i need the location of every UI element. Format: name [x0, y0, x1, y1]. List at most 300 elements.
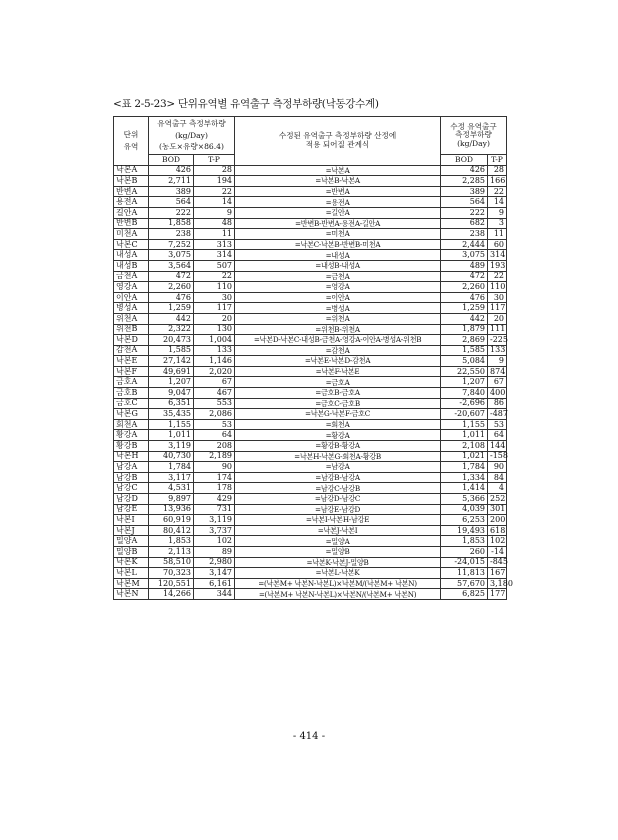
- measured-tp: 110: [194, 282, 235, 293]
- table-row: [114, 589, 507, 600]
- load-table: [113, 116, 513, 600]
- corrected-bod: 1,585: [441, 345, 488, 356]
- corrected-bod: 1,334: [441, 472, 488, 483]
- table-row: [114, 472, 507, 483]
- relation-formula: =낙본J-낙본I: [235, 525, 441, 536]
- measured-tp: 467: [194, 388, 235, 399]
- corrected-tp: 9: [488, 356, 507, 367]
- table-row: [114, 377, 507, 388]
- corrected-bod: -20,607: [441, 409, 488, 420]
- corrected-bod: 6,825: [441, 589, 488, 600]
- header-tp: T-P: [194, 155, 235, 166]
- measured-bod: 426: [149, 165, 194, 176]
- measured-bod: 1,011: [149, 430, 194, 441]
- header-measured-label: 유역출구 측정부하량(kg/Day): [157, 119, 226, 140]
- relation-formula: =밀양B: [235, 546, 441, 557]
- corrected-bod: 1,414: [441, 483, 488, 494]
- measured-tp: 67: [194, 377, 235, 388]
- measured-tp: 429: [194, 494, 235, 505]
- table-row: [114, 546, 507, 557]
- corrected-tp: 874: [488, 366, 507, 377]
- relation-formula: =낙본E-낙본D-감천A: [235, 356, 441, 367]
- measured-tp: 22: [194, 186, 235, 197]
- measured-bod: 1,853: [149, 536, 194, 547]
- unit-name: 낙본K: [114, 557, 149, 568]
- measured-bod: 238: [149, 229, 194, 240]
- measured-bod: 58,510: [149, 557, 194, 568]
- unit-name: 남강A: [114, 462, 149, 473]
- relation-formula: =밀양A: [235, 536, 441, 547]
- table-row: [114, 345, 507, 356]
- unit-name: 낙본B: [114, 176, 149, 187]
- measured-tp: 14: [194, 197, 235, 208]
- measured-tp: 178: [194, 483, 235, 494]
- measured-bod: 476: [149, 292, 194, 303]
- table-row: [114, 303, 507, 314]
- relation-formula: =낙본C-낙본B-반변B-미천A: [235, 239, 441, 250]
- corrected-tp: -158: [488, 451, 507, 462]
- relation-formula: =회천A: [235, 419, 441, 430]
- corrected-bod: 472: [441, 271, 488, 282]
- relation-formula: =낙본D-낙본C-내성B-금천A-영강A-이안A-병성A-위천B: [235, 335, 441, 346]
- table-row: [114, 504, 507, 515]
- relation-formula: =황강A: [235, 430, 441, 441]
- relation-formula: =(낙본M+ 낙본N-낙본L)×낙본M/(낙본M+ 낙본N): [235, 578, 441, 589]
- table-row: [114, 197, 507, 208]
- unit-name: 낙본I: [114, 515, 149, 526]
- table-row: [114, 292, 507, 303]
- relation-formula: =내성A: [235, 250, 441, 261]
- corrected-bod: -24,015: [441, 557, 488, 568]
- unit-name: 낙본M: [114, 578, 149, 589]
- header-row: [114, 117, 507, 155]
- unit-name: 남강D: [114, 494, 149, 505]
- corrected-tp: 84: [488, 472, 507, 483]
- header-measured: [149, 117, 235, 155]
- header-corrected: 수정 유역출구 측정부하량 (kg/Day): [441, 117, 507, 155]
- measured-tp: 90: [194, 462, 235, 473]
- corrected-bod: 11,813: [441, 568, 488, 579]
- relation-formula: =낙본B-낙본A: [235, 176, 441, 187]
- relation-formula: =낙본F-낙본E: [235, 366, 441, 377]
- corrected-bod: 2,444: [441, 239, 488, 250]
- measured-bod: 70,323: [149, 568, 194, 579]
- table-row: [114, 313, 507, 324]
- corrected-tp: 67: [488, 377, 507, 388]
- corrected-tp: 4: [488, 483, 507, 494]
- corrected-tp: 200: [488, 515, 507, 526]
- corrected-tp: 314: [488, 250, 507, 261]
- corrected-tp: 53: [488, 419, 507, 430]
- unit-name: 금천A: [114, 271, 149, 282]
- corrected-bod: 489: [441, 260, 488, 271]
- measured-bod: 1,259: [149, 303, 194, 314]
- unit-name: 밀양A: [114, 536, 149, 547]
- relation-formula: =낙본K-낙본J-밀양B: [235, 557, 441, 568]
- unit-name: 길안A: [114, 207, 149, 218]
- measured-bod: 3,119: [149, 441, 194, 452]
- measured-tp: 3,119: [194, 515, 235, 526]
- measured-tp: 9: [194, 207, 235, 218]
- header-tp-corrected: T-P: [488, 155, 507, 166]
- corrected-tp: 111: [488, 324, 507, 335]
- corrected-bod: 22,550: [441, 366, 488, 377]
- relation-formula: =위천B-위천A: [235, 324, 441, 335]
- measured-bod: 4,531: [149, 483, 194, 494]
- measured-tp: 344: [194, 589, 235, 600]
- table-row: [114, 430, 507, 441]
- unit-name: 남강B: [114, 472, 149, 483]
- table-row: [114, 451, 507, 462]
- header-bod: BOD: [149, 155, 194, 166]
- table-row: [114, 578, 507, 589]
- unit-name: 미천A: [114, 229, 149, 240]
- corrected-tp: 252: [488, 494, 507, 505]
- unit-name: 금호B: [114, 388, 149, 399]
- relation-formula: =금호B-금호A: [235, 388, 441, 399]
- corrected-bod: 5,084: [441, 356, 488, 367]
- corrected-tp: 618: [488, 525, 507, 536]
- corrected-tp: 22: [488, 186, 507, 197]
- unit-name: 낙본A: [114, 165, 149, 176]
- corrected-bod: 57,670: [441, 578, 488, 589]
- corrected-tp: 400: [488, 388, 507, 399]
- corrected-tp: 30: [488, 292, 507, 303]
- measured-tp: 130: [194, 324, 235, 335]
- measured-bod: 2,113: [149, 546, 194, 557]
- unit-name: 황강B: [114, 441, 149, 452]
- corrected-bod: -2,696: [441, 398, 488, 409]
- measured-tp: 53: [194, 419, 235, 430]
- corrected-tp: 14: [488, 197, 507, 208]
- unit-name: 남강C: [114, 483, 149, 494]
- measured-tp: 11: [194, 229, 235, 240]
- measured-tp: 208: [194, 441, 235, 452]
- relation-formula: =낙본G-낙본F-금호C: [235, 409, 441, 420]
- measured-tp: 2,020: [194, 366, 235, 377]
- relation-formula: =금호A: [235, 377, 441, 388]
- table-row: [114, 462, 507, 473]
- table-row: [114, 260, 507, 271]
- measured-bod: 80,412: [149, 525, 194, 536]
- corrected-bod: 1,853: [441, 536, 488, 547]
- table-row: [114, 419, 507, 430]
- corrected-tp: -487: [488, 409, 507, 420]
- measured-tp: 102: [194, 536, 235, 547]
- corrected-tp: 9: [488, 207, 507, 218]
- corrected-bod: 426: [441, 165, 488, 176]
- corrected-tp: 20: [488, 313, 507, 324]
- measured-tp: 1,146: [194, 356, 235, 367]
- measured-bod: 27,142: [149, 356, 194, 367]
- unit-name: 금호C: [114, 398, 149, 409]
- unit-name: 내성B: [114, 260, 149, 271]
- measured-bod: 13,936: [149, 504, 194, 515]
- table-row: [114, 409, 507, 420]
- table-row: [114, 176, 507, 187]
- unit-name: 감천A: [114, 345, 149, 356]
- measured-bod: 2,322: [149, 324, 194, 335]
- table-row: [114, 335, 507, 346]
- table-row: [114, 250, 507, 261]
- corrected-bod: 564: [441, 197, 488, 208]
- corrected-tp: 3: [488, 218, 507, 229]
- relation-formula: =감천A: [235, 345, 441, 356]
- unit-name: 위천A: [114, 313, 149, 324]
- corrected-bod: 19,493: [441, 525, 488, 536]
- relation-formula: =이안A: [235, 292, 441, 303]
- unit-name: 낙본F: [114, 366, 149, 377]
- page-number: - 414 -: [292, 731, 326, 742]
- corrected-bod: 1,259: [441, 303, 488, 314]
- unit-name: 위천B: [114, 324, 149, 335]
- relation-formula: =낙본L-낙본K: [235, 568, 441, 579]
- unit-name: 내성A: [114, 250, 149, 261]
- measured-tp: 117: [194, 303, 235, 314]
- header-relation: 수정된 유역출구 측정부하량 산정에 적용 되어질 관계식: [235, 117, 441, 166]
- relation-formula: =황강B-황강A: [235, 441, 441, 452]
- measured-bod: 1,784: [149, 462, 194, 473]
- measured-bod: 2,260: [149, 282, 194, 293]
- measured-bod: 3,075: [149, 250, 194, 261]
- unit-name: 낙본L: [114, 568, 149, 579]
- header-unit: 단위 유역: [114, 117, 149, 166]
- measured-tp: 89: [194, 546, 235, 557]
- relation-formula: =반변B-반변A-용전A-길안A: [235, 218, 441, 229]
- corrected-bod: 389: [441, 186, 488, 197]
- table-row: [114, 398, 507, 409]
- unit-name: 남강E: [114, 504, 149, 515]
- measured-bod: 3,564: [149, 260, 194, 271]
- table-row: [114, 271, 507, 282]
- table-row: [114, 568, 507, 579]
- measured-tp: 30: [194, 292, 235, 303]
- measured-tp: 3,147: [194, 568, 235, 579]
- corrected-bod: 1,207: [441, 377, 488, 388]
- relation-formula: =용전A: [235, 197, 441, 208]
- relation-formula: =길안A: [235, 207, 441, 218]
- corrected-bod: 1,784: [441, 462, 488, 473]
- corrected-bod: 1,879: [441, 324, 488, 335]
- corrected-bod: 7,840: [441, 388, 488, 399]
- corrected-tp: 11: [488, 229, 507, 240]
- table-row: [114, 229, 507, 240]
- corrected-bod: 222: [441, 207, 488, 218]
- table-row: [114, 388, 507, 399]
- table-row: [114, 239, 507, 250]
- relation-formula: =미천A: [235, 229, 441, 240]
- measured-tp: 48: [194, 218, 235, 229]
- measured-tp: 1,004: [194, 335, 235, 346]
- relation-formula: =금호C-금호B: [235, 398, 441, 409]
- table-row: [114, 282, 507, 293]
- table-row: [114, 218, 507, 229]
- corrected-tp: 110: [488, 282, 507, 293]
- corrected-tp: 301: [488, 504, 507, 515]
- measured-bod: 60,919: [149, 515, 194, 526]
- corrected-bod: 442: [441, 313, 488, 324]
- corrected-bod: 1,011: [441, 430, 488, 441]
- measured-bod: 1,207: [149, 377, 194, 388]
- corrected-bod: 682: [441, 218, 488, 229]
- measured-bod: 1,858: [149, 218, 194, 229]
- relation-formula: =남강E-남강D: [235, 504, 441, 515]
- measured-bod: 472: [149, 271, 194, 282]
- table-row: [114, 557, 507, 568]
- measured-tp: 174: [194, 472, 235, 483]
- measured-bod: 222: [149, 207, 194, 218]
- unit-name: 회천A: [114, 419, 149, 430]
- corrected-tp: 22: [488, 271, 507, 282]
- corrected-tp: 60: [488, 239, 507, 250]
- corrected-bod: 2,108: [441, 441, 488, 452]
- header-measured-formula: (농도×유량×86.4): [159, 142, 224, 152]
- unit-name: 반변B: [114, 218, 149, 229]
- corrected-tp: 133: [488, 345, 507, 356]
- measured-tp: 22: [194, 271, 235, 282]
- measured-bod: 35,435: [149, 409, 194, 420]
- relation-formula: =병성A: [235, 303, 441, 314]
- measured-bod: 3,117: [149, 472, 194, 483]
- measured-bod: 564: [149, 197, 194, 208]
- corrected-tp: 177: [488, 589, 507, 600]
- relation-formula: =내성B-내성A: [235, 260, 441, 271]
- measured-bod: 9,897: [149, 494, 194, 505]
- unit-name: 낙본N: [114, 589, 149, 600]
- measured-bod: 9,047: [149, 388, 194, 399]
- table-row: [114, 186, 507, 197]
- table-row: [114, 366, 507, 377]
- relation-formula: =남강D-남강C: [235, 494, 441, 505]
- relation-formula: =남강C-남강B: [235, 483, 441, 494]
- corrected-tp: 117: [488, 303, 507, 314]
- measured-tp: 133: [194, 345, 235, 356]
- relation-formula: =반변A: [235, 186, 441, 197]
- corrected-tp: 28: [488, 165, 507, 176]
- measured-tp: 313: [194, 239, 235, 250]
- measured-tp: 194: [194, 176, 235, 187]
- corrected-bod: 4,039: [441, 504, 488, 515]
- unit-name: 용전A: [114, 197, 149, 208]
- corrected-bod: 1,021: [441, 451, 488, 462]
- unit-name: 낙본D: [114, 335, 149, 346]
- unit-name: 금호A: [114, 377, 149, 388]
- corrected-bod: 476: [441, 292, 488, 303]
- relation-formula: =남강B-남강A: [235, 472, 441, 483]
- unit-name: 이안A: [114, 292, 149, 303]
- unit-name: 낙본G: [114, 409, 149, 420]
- measured-tp: 731: [194, 504, 235, 515]
- measured-tp: 28: [194, 165, 235, 176]
- corrected-bod: 6,253: [441, 515, 488, 526]
- table-row: [114, 324, 507, 335]
- unit-name: 낙본C: [114, 239, 149, 250]
- measured-bod: 2,711: [149, 176, 194, 187]
- corrected-tp: -845: [488, 557, 507, 568]
- unit-name: 반변A: [114, 186, 149, 197]
- measured-bod: 40,730: [149, 451, 194, 462]
- measured-bod: 7,252: [149, 239, 194, 250]
- unit-name: 영강A: [114, 282, 149, 293]
- relation-formula: =위천A: [235, 313, 441, 324]
- corrected-bod: 238: [441, 229, 488, 240]
- corrected-tp: 64: [488, 430, 507, 441]
- table-row: [114, 207, 507, 218]
- table-row: [114, 441, 507, 452]
- relation-formula: =영강A: [235, 282, 441, 293]
- measured-bod: 1,155: [149, 419, 194, 430]
- corrected-bod: 2,869: [441, 335, 488, 346]
- measured-bod: 442: [149, 313, 194, 324]
- measured-tp: 2,189: [194, 451, 235, 462]
- measured-bod: 14,266: [149, 589, 194, 600]
- corrected-tp: 144: [488, 441, 507, 452]
- unit-name: 밀양B: [114, 546, 149, 557]
- measured-bod: 6,351: [149, 398, 194, 409]
- measured-bod: 120,551: [149, 578, 194, 589]
- relation-formula: =낙본H-낙본G-회천A-황강B: [235, 451, 441, 462]
- table-row: [114, 483, 507, 494]
- measured-tp: 64: [194, 430, 235, 441]
- corrected-tp: 3,180: [488, 578, 507, 589]
- measured-tp: 2,086: [194, 409, 235, 420]
- corrected-tp: -225: [488, 335, 507, 346]
- measured-tp: 2,980: [194, 557, 235, 568]
- corrected-tp: 166: [488, 176, 507, 187]
- unit-name: 낙본E: [114, 356, 149, 367]
- table-row: [114, 494, 507, 505]
- table-row: [114, 536, 507, 547]
- measured-bod: 20,473: [149, 335, 194, 346]
- unit-name: 황강A: [114, 430, 149, 441]
- header-bod-corrected: BOD: [441, 155, 488, 166]
- corrected-bod: 2,285: [441, 176, 488, 187]
- corrected-bod: 260: [441, 546, 488, 557]
- relation-formula: =낙본A: [235, 165, 441, 176]
- corrected-bod: 5,366: [441, 494, 488, 505]
- corrected-tp: 167: [488, 568, 507, 579]
- relation-formula: =낙본I-낙본H-남강E: [235, 515, 441, 526]
- corrected-tp: 90: [488, 462, 507, 473]
- measured-tp: 3,737: [194, 525, 235, 536]
- measured-bod: 1,585: [149, 345, 194, 356]
- table-row: [114, 525, 507, 536]
- table-row: [114, 515, 507, 526]
- corrected-bod: 2,260: [441, 282, 488, 293]
- corrected-bod: 1,155: [441, 419, 488, 430]
- measured-tp: 20: [194, 313, 235, 324]
- table-row: [114, 165, 507, 176]
- relation-formula: =금천A: [235, 271, 441, 282]
- table-caption: <표 2-5-23> 단위유역별 유역출구 측정부하량(낙동강수계): [113, 98, 379, 110]
- corrected-tp: 193: [488, 260, 507, 271]
- relation-formula: =남강A: [235, 462, 441, 473]
- unit-name: 낙본J: [114, 525, 149, 536]
- measured-tp: 6,161: [194, 578, 235, 589]
- table-row: [114, 356, 507, 367]
- corrected-tp: 86: [488, 398, 507, 409]
- measured-bod: 389: [149, 186, 194, 197]
- corrected-tp: -14: [488, 546, 507, 557]
- measured-tp: 507: [194, 260, 235, 271]
- unit-name: 병성A: [114, 303, 149, 314]
- unit-name: 낙본H: [114, 451, 149, 462]
- measured-tp: 314: [194, 250, 235, 261]
- corrected-bod: 3,075: [441, 250, 488, 261]
- corrected-tp: 102: [488, 536, 507, 547]
- relation-formula: =(낙본M+ 낙본N-낙본L)×낙본N/(낙본M+ 낙본N): [235, 589, 441, 600]
- measured-bod: 49,691: [149, 366, 194, 377]
